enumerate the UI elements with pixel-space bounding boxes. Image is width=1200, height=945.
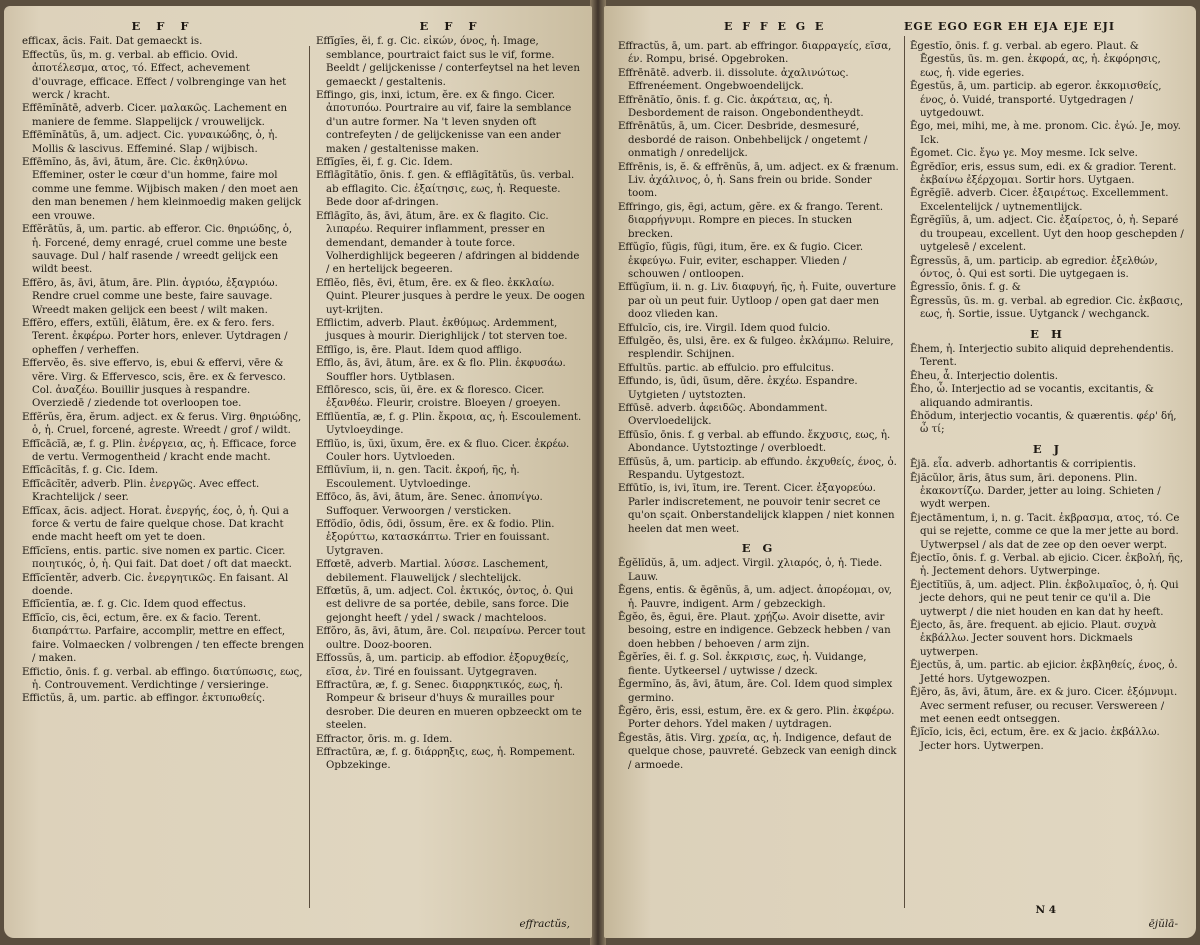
dictionary-entry: Effĭcācĭtās, f. g. Cic. Idem.: [22, 465, 159, 477]
dictionary-entry: Effingo, gis, inxi, ictum, ĕre. ex & fingo. Cicer. ἀποτυπόω. Pourtraire au vif, faire la semblance d'un autre former. Na 't leven snyden oft contrefeyten / de gelijckenisse van een ander maken / gestaltenisse maken.: [316, 90, 572, 155]
dictionary-entry: Effossŭs, ā, um. particip. ab effodior. ἐξορυχθείς, εῖσα, ἐν. Tiré en fouissant. Uytgegraven.: [316, 653, 569, 678]
dictionary-entry: Effŭgĭum, ii. n. g. Liv. διαφυγή, ῆς, ἡ. Fuite, ouverture par où un peut fuir. Uytloop / open gat daer men dooz vlieden kan.: [618, 282, 897, 321]
dictionary-entry: Effĭcĭo, cis, ēci, ectum, ēre. ex & facio. Terent. διαπράττω. Parfaire, accomplir, mettre en effect, faire. Volmaecken / volbrengen / ten effecte brengen / maken.: [22, 612, 304, 665]
dictionary-entry: Effēmĭno, ās, āvi, ātum, āre. Cic. ἐκθηλύνω. Effeminer, oster le cœur d'un homme, faire mol comme une femme. Wijbisch maken / den moet aen den man benemen / hem kleinmoedig maken gelijck een vrouwe.: [22, 157, 302, 222]
dictionary-entry: Ēgestŭs, ā, um. particip. ab egeror. ἐκκομισθείς, ένος, ὁ. Vuidé, transporté. Uytgedragen / uytgedouwt.: [910, 81, 1162, 120]
running-head: E F F E G E: [724, 20, 827, 33]
dictionary-entry: efficax, ăcis. Fait. Dat gemaeckt is.: [22, 36, 203, 48]
dictionary-entry: Efflōresco, scis, ŭi, ēre. ex & floresco. Cicer. ἐξανθέω. Fleurir, croistre. Bloeyen / groeyen.: [316, 384, 561, 410]
dictionary-entry: Ējecto, ās, āre. frequent. ab ejicio. Plaut. συχνὰ ἐκβάλλω. Jecter souvent hors. Dickmaels uytwerpen.: [910, 620, 1157, 658]
dictionary-entry: Effractūra, æ, f. g. Senec. διαρρηκτικός, εως, ἡ. Rompeur & briseur d'huys & murailles pour desrober. Die deuren en mueren opbzeeckt om te steelen.: [316, 679, 582, 732]
entry-list: [316, 35, 586, 772]
dictionary-entry: Effŏro, ās, āvi, ātum, āre. Col. πειραίνω. Percer tout oultre. Dooz-booren.: [316, 626, 586, 651]
dictionary-entry: Ēgĕrĭes, ēi. f. g. Sol. ἐκκρισις, εως, ἡ. Vuidange, fiente. Uytkeersel / uytwisse / dzeck.: [618, 652, 867, 677]
dictionary-entry: Effĭgĭes, ĕi, f. g. Cic. Idem.: [316, 157, 453, 169]
right-page-column-1: [618, 40, 900, 930]
dictionary-entry: Ēgressŭs, ūs. m. g. verbal. ab egredior. Cic. ἐκβασις, εως, ἡ. Sortie, issue. Uytganck / wechganck.: [910, 295, 1184, 321]
dictionary-entry: Effĭcĭentĕr, adverb. Cic. ἐνεργητικῶς. En faisant. Al doende.: [22, 572, 289, 598]
dictionary-entry: Effultŭs. partic. ab effulcio. pro effulcitus.: [618, 362, 835, 374]
dictionary-entry: Effictŭs, ā, um. partic. ab effingor. ἐκτυπωθείς.: [22, 693, 266, 705]
dictionary-entry: Effœtē, adverb. Martial. λύσσε. Laschement, debilement. Flauwelijck / slechtelijck.: [316, 559, 549, 584]
running-head: EGE EGO EGR EH EJA EJE EJI: [904, 20, 1116, 33]
column-header: E F F: [131, 20, 195, 33]
dictionary-entry: Effĭcax, ăcis. adject. Horat. ἐνεργής, έος, ὁ, ἡ. Qui a force & vertu de faire quelque chose. Dat kracht ende macht heeft om yet te doen.: [22, 505, 289, 544]
dictionary-entry: Ēgens, entis. & ēgēnŭs, ā, um. adject. ἀπορέομαι, ov, ἡ. Pauvre, indigent. Arm / gebzeckigh.: [618, 585, 892, 610]
dictionary-entry: Ējĭcĭo, icis, ēci, ectum, ēre. ex & jacio. ἐκβάλλω. Jecter hors. Uytwerpen.: [910, 727, 1160, 752]
dictionary-entry: Effractŭs, ā, um. part. ab effringor. διαρραγείς, εῖσα, έν. Rompu, brisé. Opgebroken.: [618, 41, 892, 66]
dictionary-entry: Ēgrĕdĭor, eris, essus sum, edi. ex & gradior. Terent. ἐκβαίνω ἐξέρχομαι. Sortir hors. Uytgaen.: [910, 161, 1177, 187]
dictionary-entry: Effĭcācĭtĕr, adverb. Plin. ἐνεργῶς. Avec effect. Krachtelijck / seer.: [22, 478, 260, 504]
column-rule: [309, 46, 310, 908]
dictionary-entry: Ēgressĭo, ōnis. f. g. &: [910, 282, 1021, 294]
dictionary-entry: Ēgĕo, ēs, ēgui, ēre. Plaut. χρῄζω. Avoir disette, avir besoing, estre en indigence. Gebzeck hebben / van doen hebben / behoeven / arm zijn.: [618, 612, 891, 650]
left-page-column-2: [316, 20, 586, 930]
right-page: [604, 6, 1196, 938]
dictionary-entry: Effundo, is, ūdi, ūsum, dĕre. ἐκχέω. Espandre. Uytgieten / uytstozten.: [618, 376, 858, 401]
dictionary-entry: Effervĕo, ēs. sive effervo, is, ebui & effervi, vēre & vĕre. Virg. & Effervesco, scis, ēre. ex & fervesco. Col. ἀναζέω. Bouillir jusques à respandre. Overziedē / ziedende tot overloopen toe.: [22, 358, 286, 410]
dictionary-entry: Ēhŏdum, interjectio vocantis, & quærentis. φέρ' δή, ὦ τί;: [910, 410, 1177, 436]
dictionary-entry: Effēmĭnātē, adverb. Cicer. μαλακῶς. Lachement en maniere de femme. Slappelijck / vrouwelijck.: [22, 103, 288, 128]
dictionary-entry: Efflāgĭto, ās, āvi, ātum, āre. ex & flagito. Cic. λιπαρέω. Requirer inflamment, presser en demendant, demander à toute force. Volherdighlijck begeeren / afdringen al biddende / en hertelijck begeeren.: [316, 210, 580, 276]
dictionary-entry: Effŭgĭo, fŭgis, fūgi, itum, ĕre. ex & fugio. Cicer. ἐκφεύγω. Fuir, eviter, eschapper. Vlieden / schouwen / ontloopen.: [618, 242, 864, 280]
entry-list: [910, 343, 1186, 437]
signature-mark: N 4: [1035, 904, 1056, 916]
catchword: ējŭlā-: [1148, 918, 1178, 930]
dictionary-entry: Effēmĭnātŭs, ā, um. adject. Cic. γυναικώδης, ὁ, ἡ. Mollis & lascivus. Effeminé. Slap / wijbisch.: [22, 130, 278, 155]
dictionary-entry: Effōco, ās, āvi, ātum, āre. Senec. ἀποπνίγω. Suffoquer. Verwoorgen / versticken.: [316, 492, 543, 517]
dictionary-entry: Effictio, ōnis. f. g. verbal. ab effingo. διατύπωσις, εως, ἡ. Controuvement. Verdichtinge / versieringe.: [22, 666, 303, 691]
dictionary-entry: Ējectŭs, ā, um. partic. ab ejicior. ἐκβληθείς, ένος, ὁ. Jetté hors. Uytgewozpen.: [910, 660, 1178, 685]
dictionary-entry: Efflŭentĭa, æ, f. g. Plin. ἔκροια, ας, ἡ. Escoulement. Uytvloeydinge.: [316, 411, 582, 437]
section-heading: E J: [1032, 441, 1064, 456]
dictionary-entry: Effœtŭs, ā, um. adject. Col. ἐκτικός, ὀντος, ὁ. Qui est delivre de sa portée, debile, sans force. Die gejonght heeft / ydel / swack / machteloos.: [316, 586, 574, 624]
dictionary-entry: Effringo, gis, ēgi, actum, gĕre. ex & frango. Terent. διαρρήγνυμι. Rompre en pieces. In stucken brecken.: [618, 201, 884, 240]
dictionary-entry: Effrēnātŭs, ā, um. Cicer. Desbride, desmesuré, desbordé de raison. Onbehbelijck / ongetemt / onmatigh / onredelijck.: [618, 121, 868, 160]
dictionary-entry: Ējĕro, ās, āvi, ātum, āre. ex & juro. Cicer. ἐξόμνυμι. Avec serment refuser, ou recuser. Verswereen / met eenen eedt ontseggen.: [910, 687, 1178, 725]
dictionary-entry: Effĕrātŭs, ā, um. partic. ab efferor. Cic. θηριώδης, ὁ, ἡ. Forcené, demy enragé, cruel comme une beste sauvage. Dul / half rasende / wreedt gelijck een wildt beest.: [22, 224, 293, 276]
section-heading: E H: [1030, 326, 1066, 341]
dictionary-entry: Efflĕo, flēs, ēvi, ētum, ēre. ex & fleo. ἐκκλαίω. Quint. Pleurer jusques à perdre le yeux. De oogen uyt-krijten.: [316, 277, 585, 316]
dictionary-entry: Efflāgĭtātĭo, ōnis. f. gen. & efflāgĭtātŭs, ūs. verbal. ab efflagito. Cic. ἐξαίτησις, εως, ἡ. Requeste. Bede door af-dringen.: [316, 170, 575, 209]
left-page: [4, 6, 592, 938]
dictionary-entry: Efflo, ās, āvi, ātum, āre. ex & flo. Plin. ἐκφυσάω. Souffler hors. Uytblasen.: [316, 358, 566, 383]
dictionary-entry: Ēgrĕgĭē. adverb. Cicer. ἐξαιρέτως. Excellemment. Excelentelijck / uytnementlijck.: [910, 188, 1169, 213]
dictionary-entry: Effūsĭo, ōnis. f. g verbal. ab effundo. ἔκχυσις, εως, ἡ. Abondance. Uytstoztinge / overbloedt.: [618, 429, 891, 455]
dictionary-entry: Ēgressŭs, ā, um. particip. ab egredior. ἐξελθών, όντος, ὁ. Qui est sorti. Die uytgegaen is.: [910, 255, 1158, 280]
dictionary-entry: Ēgĕlĭdŭs, ā, um. adject. Virgil. χλιαρός, ὁ, ἡ. Tiede. Lauw.: [618, 558, 883, 583]
dictionary-entry: Ēho, ὦ. Interjectio ad se vocantis, excitantis, & aliquando admirantis.: [910, 384, 1154, 409]
dictionary-entry: Ēgermĭno, ās, āvi, ātum, āre. Col. Idem quod simplex germino.: [618, 679, 893, 704]
dictionary-entry: Ēhem, ἠ. Interjectio subito aliquid deprehendentis. Terent.: [910, 343, 1174, 369]
dictionary-entry: Effĭcĭens, entis. partic. sive nomen ex partic. Cicer. ποιητικός, ὁ, ἡ. Qui fait. Dat doet / oft dat maeckt.: [22, 545, 292, 571]
dictionary-entry: Effĭcĭentĭa, æ. f. g. Cic. Idem quod effectus.: [22, 599, 247, 611]
dictionary-entry: Effractor, ōris. m. g. Idem.: [316, 733, 453, 745]
left-page-column-1: [22, 20, 304, 930]
dictionary-entry: Effĕro, effers, extŭli, ēlātum, ēre. ex & fero. fers. Terent. ἐκφέρω. Porter hors, enlever. Uytdragen / opheffen / verheffen.: [22, 317, 288, 356]
dictionary-entry: Ējectĭo, ōnis. f. g. Verbal. ab ejicio. Cicer. ἐκβολή, ῆς, ἡ. Jectement dehors. Uytwerpinge.: [910, 553, 1184, 578]
dictionary-entry: Effūtĭo, is, ivi, ītum, ire. Terent. Cicer. ἐξαγορεύω. Parler indiscretement, ne pouvoir tenir secret ce qu'on sçait. Onberstandelijck klappen / niet konnen heelen dat men weet.: [618, 483, 895, 535]
dictionary-entry: Ēgĕro, ēris, essi, estum, ēre. ex & gero. Plin. ἐκφέρω. Porter dehors. Ydel maken / uytdragen.: [618, 705, 895, 731]
dictionary-entry: Effŏdĭo, ōdis, ōdi, ōssum, ēre. ex & fodio. Plin. ἐξορύττω, κατασκάπτω. Trier en fouissant. Uytgraven.: [316, 519, 555, 557]
dictionary-entry: Efflictim, adverb. Plaut. ἐκθύμως. Ardemment, jusques à mourir. Dierighlijck / tot sterven toe.: [316, 317, 568, 343]
dictionary-entry: Ējăcŭlor, āris, ātus sum, āri. deponens. Plin. ἐκακοντίζω. Darder, jetter au loing. Schieten / wydt werpen.: [910, 472, 1161, 511]
dictionary-entry: Ēgestās, ātis. Virg. χρεία, ας, ἡ. Indigence, defaut de quelque chose, pauvreté. Gebzeck van eenigh dinck / armoede.: [618, 732, 897, 771]
dictionary-entry: Efflīgo, is, ēre. Plaut. Idem quod affligo.: [316, 344, 522, 356]
dictionary-entry: Effĭcācĭā, æ, f. g. Plin. ἐνέργεια, ας, ἡ. Efficace, force de vertu. Vermogentheid / kracht ende macht.: [22, 438, 297, 463]
entry-list: [618, 557, 900, 772]
dictionary-entry: Ējectāmentum, i, n. g. Tacit. ἐκβρασμα, ατος, τό. Ce qui se rejette, comme ce que la mer jette au bord. Uytwerpsel / als dat de zee op den oever werpt.: [910, 512, 1180, 551]
dictionary-entry: Effulcĭo, cis, ire. Virgil. Idem quod fulcio.: [618, 322, 831, 334]
section-heading: E G: [741, 541, 777, 556]
entry-list: [910, 458, 1186, 753]
dictionary-entry: Effĕrŭs, ĕra, ĕrum. adject. ex & ferus. Virg. θηριώδης, ὁ, ἡ. Cruel, forcené, agreste. Wreedt / grof / wildt.: [22, 411, 302, 437]
dictionary-entry: Effūsŭs, ā, um. particip. ab effundo. ἐκχυθείς, ένος, ὁ. Respandu. Uytgestozt.: [618, 456, 897, 481]
dictionary-entry: Effectŭs, ŭs, m. g. verbal. ab efficio. Ovid. ἀποτέλεσμα, ατος, τό. Effect, achevement d'ouvrage, efficace. Effect / volbrenginge van het werck / kracht.: [22, 49, 287, 102]
dictionary-entry: Effūsē. adverb. ἀφειδῶς. Abondamment. Overvloedelijck.: [618, 402, 828, 428]
entry-list: [618, 40, 900, 536]
dictionary-entry: Ēgomet. Cic. ἔγω γε. Moy mesme. Ick selve.: [910, 148, 1138, 160]
column-rule: [904, 36, 905, 908]
entry-list: [910, 40, 1186, 322]
dictionary-entry: Efflŭo, is, ŭxi, ŭxum, ēre. ex & fluo. Cicer. ἐκρέω. Couler hors. Uytvloeden.: [316, 438, 570, 463]
dictionary-entry: Efflŭvĭum, ii, n. gen. Tacit. ἐκροή, ῆς, ἡ. Escoulement. Uytvloedinge.: [316, 465, 520, 490]
dictionary-entry: Ēgrĕgĭŭs, ā, um. adject. Cic. ἐξαίρετος, ὁ, ἡ. Separé du troupeau, excellent. Uyt den hoop geschepden / uytgelesē / excelent.: [910, 215, 1184, 254]
dictionary-entry: Effĕro, ās, āvi, ātum, āre. Plin. ἀγριόω, ἐξαγριόω. Rendre cruel comme une beste, faire sauvage. Wreedt maken gelijck een beest / wilt maken.: [22, 277, 278, 316]
catchword: effractŭs,: [519, 918, 570, 930]
dictionary-entry: Effrēnis, is, ĕ. & effrēnŭs, ā, um. adject. ex & frænum. Liv. ἀχάλινος, ὁ, ἡ. Sans frein ou bride. Sonder toom.: [618, 161, 899, 200]
dictionary-entry: Ējectĭtĭŭs, ā, um. adject. Plin. ἐκβολιμαῖος, ὁ, ἡ. Qui jecte dehors, qui ne peut tenir ce qu'il a. Die uytwerpt / die niet houden en kan dat hy heeft.: [910, 579, 1179, 618]
dictionary-entry: Effĭgĭes, ĕi, f. g. Cic. εἰκών, όνος, ἡ. Image, semblance, pourtraict faict sus le vif, forme. Beeldt / gelijckenisse / conterfeytsel na het leven gemaeckt / gestaltenis.: [316, 36, 580, 88]
dictionary-entry: Effrēnātĭo, ōnis. f. g. Cic. ἀκράτεια, ας, ἡ. Desbordement de raison. Ongebondentheydt.: [618, 94, 864, 120]
dictionary-entry: Ējā. εἶα. adverb. adhortantis & corripientis.: [910, 459, 1137, 471]
dictionary-entry: Effractūra, æ, f. g. διάρρηξις, εως, ἡ. Rompement. Opbzekinge.: [316, 746, 576, 772]
dictionary-entry: Effulgĕo, ēs, ulsi, ēre. ex & fulgeo. ἐκλάμπω. Reluire, resplendir. Schijnen.: [618, 335, 894, 361]
right-page-column-2: [910, 40, 1186, 930]
dictionary-entry: Effrēnātē. adverb. ii. dissolute. ἀχαλινώτως. Effrenéement. Ongebwoendelijck.: [618, 67, 849, 93]
dictionary-entry: Ēgestĭo, ōnis. f. g. verbal. ab egero. Plaut. & Ēgestŭs, ūs. m. gen. ἐκφορά, ας, ἡ. ἐκφόρησις, εως, ἡ. vide egeries.: [910, 41, 1161, 79]
column-header: E F F: [419, 20, 483, 33]
entry-list: [22, 35, 304, 705]
dictionary-entry: Ēgo, mei, mihi, me, à me. pronom. Cic. ἐγώ. Je, moy. Ick.: [910, 121, 1181, 146]
dictionary-entry: Ēheu, ἆ. Interjectio dolentis.: [910, 370, 1058, 382]
